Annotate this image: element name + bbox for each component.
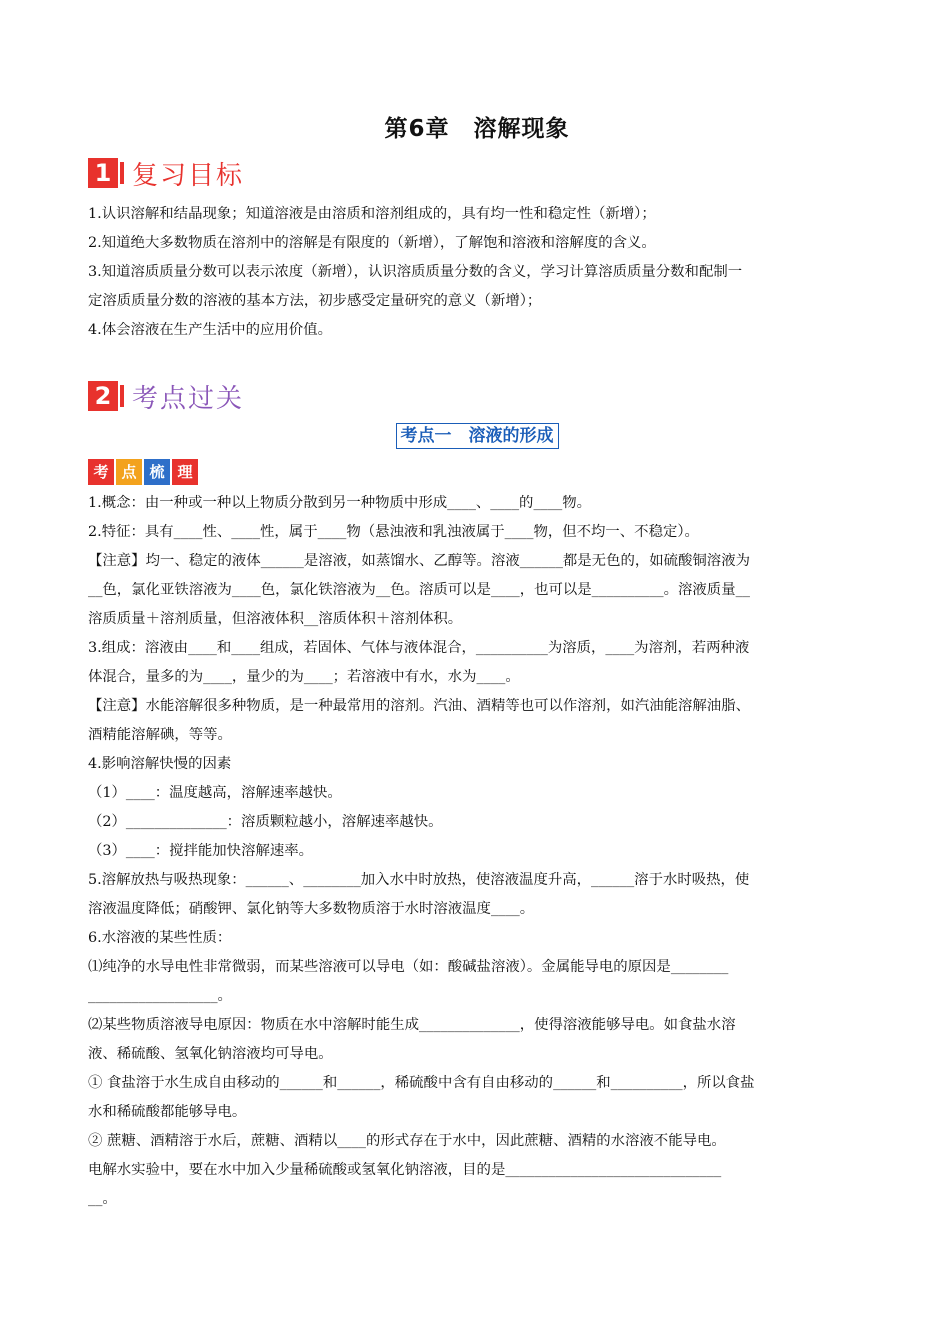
- text-line: 1.概念：由一种或一种以上物质分散到另一种物质中形成____、____的____物。: [88, 495, 592, 511]
- text-line: 体混合，量多的为____，量少的为____；若溶液中有水，水为____。: [88, 669, 520, 685]
- text-line: 电解水实验中，要在水中加入少量稀硫酸或氢氧化钠溶液，目的是______________________________: [88, 1162, 722, 1178]
- tag-badge: 考: [88, 459, 114, 485]
- text-line: 4.影响溶解快慢的因素: [88, 756, 232, 772]
- text-line: __________________。: [88, 988, 232, 1004]
- text-line: （2）______________：溶质颗粒越小，溶解速率越快。: [88, 814, 443, 830]
- section-title: 考点过关: [132, 383, 245, 414]
- text-line: 水和稀硫酸都能够导电。: [88, 1104, 247, 1120]
- text-line: （3）____：搅拌能加快溶解速率。: [88, 843, 314, 859]
- section-title: 复习目标: [132, 160, 245, 191]
- text-line: 6.水溶液的某些性质：: [88, 930, 232, 946]
- kaodian-heading: [88, 423, 866, 453]
- text-line: __色，氯化亚铁溶液为____色，氯化铁溶液为__色。溶质可以是____，也可以是__________。溶液质量__: [88, 582, 750, 598]
- text-line: ⑵某些物质溶液导电原因：物质在水中溶解时能生成______________，使得溶液能够导电。如食盐水溶: [88, 1017, 736, 1033]
- tag-badge: 理: [172, 459, 198, 485]
- goal-line: 1.认识溶解和结晶现象；知道溶液是由溶质和溶剂组成的，具有均一性和稳定性（新增）；: [88, 206, 656, 222]
- text-line: ② 蔗糖、酒精溶于水后，蔗糖、酒精以____的形式存在于水中，因此蔗糖、酒精的水溶液不能导电。: [88, 1133, 726, 1149]
- text-line: （1）____：温度越高，溶解速率越快。: [88, 785, 342, 801]
- text-line: 溶液温度降低；硝酸钾、氯化钠等大多数物质溶于水时溶液温度____。: [88, 901, 535, 917]
- text-line: 酒精能溶解碘，等等。: [88, 727, 232, 743]
- section-number-badge: 2: [88, 381, 118, 411]
- text-line: 【注意】均一、稳定的液体______是溶液，如蒸馏水、乙醇等。溶液______都是无色的，如硫酸铜溶液为: [88, 553, 750, 569]
- content-body: [88, 489, 866, 1214]
- tag-badge: 梳: [144, 459, 170, 485]
- text-line: ⑴纯净的水导电性非常微弱，而某些溶液可以导电（如：酸碱盐溶液）。金属能导电的原因是________: [88, 959, 729, 975]
- text-line: 3.组成：溶液由____和____组成，若固体、气体与液体混合，__________为溶质，____为溶剂，若两种液: [88, 640, 750, 656]
- section-header-review-goals: [88, 154, 866, 192]
- goal-line: 定溶质质量分数的溶液的基本方法，初步感受定量研究的意义（新增）；: [88, 293, 542, 309]
- text-line: __。: [88, 1191, 117, 1207]
- document-page: [88, 112, 866, 1214]
- section-header-checkpoints: [88, 377, 866, 415]
- tag-badge: 点: [116, 459, 142, 485]
- text-line: 溶质质量＋溶剂质量，但溶液体积__溶质体积＋溶剂体积。: [88, 611, 463, 627]
- goal-line: 4.体会溶液在生产生活中的应用价值。: [88, 322, 332, 338]
- text-line: ① 食盐溶于水生成自由移动的______和______，稀硫酸中含有自由移动的______和__________，所以食盐: [88, 1075, 755, 1091]
- text-line: 5.溶解放热与吸热现象：______、________加入水中时放热，使溶液温度升高，______溶于水时吸热，使: [88, 872, 750, 888]
- kaodian-title: 考点一 溶液的形成: [396, 423, 559, 449]
- kaodian-tag-row: [88, 459, 866, 487]
- page-title: 第6章 溶解现象: [384, 116, 570, 142]
- goal-line: 2.知道绝大多数物质在溶剂中的溶解是有限度的（新增），了解饱和溶液和溶解度的含义。: [88, 235, 656, 251]
- text-line: 液、稀硫酸、氢氧化钠溶液均可导电。: [88, 1046, 333, 1062]
- text-line: 【注意】水能溶解很多种物质，是一种最常用的溶剂。汽油、酒精等也可以作溶剂，如汽油能溶解油脂、: [88, 698, 750, 714]
- review-goals: [88, 200, 866, 345]
- section-number-badge: 1: [88, 158, 118, 188]
- goal-line: 3.知道溶质质量分数可以表示浓度（新增），认识溶质质量分数的含义，学习计算溶质质量分数和配制一: [88, 264, 743, 280]
- text-line: 2.特征：具有____性、____性，属于____物（悬浊液和乳浊液属于____物，但不均一、不稳定）。: [88, 524, 699, 540]
